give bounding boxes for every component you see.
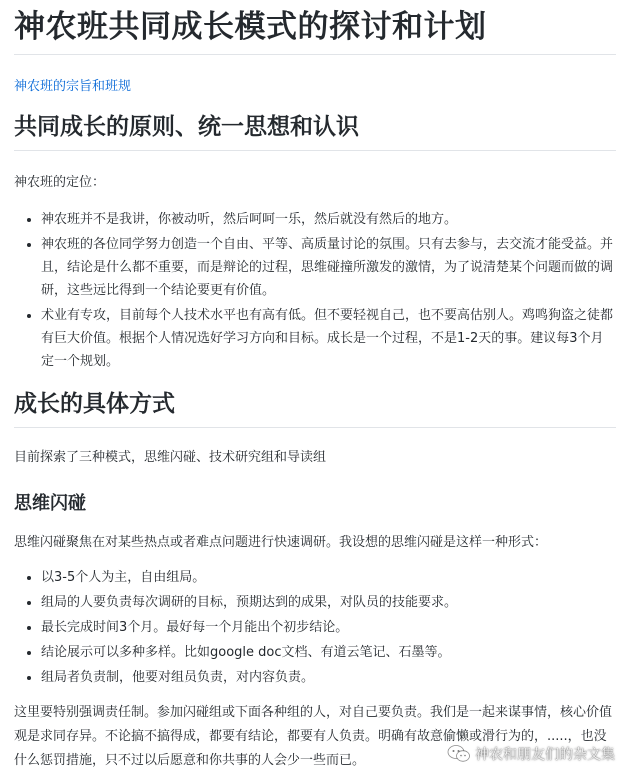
brainstorm-intro: 思维闪碰聚焦在对某些热点或者难点问题进行快速调研。我设想的思维闪碰是这样一种形式： bbox=[14, 535, 548, 550]
list-item: • 神农班并不是我讲，你被动听，然后呵呵一乐，然后就没有然后的地方。 bbox=[41, 208, 616, 231]
watermark-text: 神农和朋友们的杂文集 bbox=[475, 747, 615, 763]
list-item: • 组局者负责制，他要对组员负责，对内容负责。 bbox=[41, 666, 616, 689]
list-item: • 最长完成时间3个月。最好每一个月能出个初步结论。 bbox=[41, 616, 616, 639]
positioning-list bbox=[14, 208, 616, 373]
section-heading-methods: 成长的具体方式 bbox=[14, 388, 616, 428]
list-item: • 结论展示可以多种多样。比如google doc文档、有道云笔记、石墨等。 bbox=[41, 641, 616, 664]
section-heading-principles: 共同成长的原则、统一思想和认识 bbox=[14, 111, 616, 151]
principles-link[interactable]: 神农班的宗旨和班规 bbox=[14, 79, 132, 94]
list-item: • 组局的人要负责每次调研的目标，预期达到的成果，对队员的技能要求。 bbox=[41, 591, 616, 614]
wechat-icon bbox=[447, 744, 471, 764]
brainstorm-list bbox=[14, 566, 616, 689]
responsibility-paragraph: 这里要特别强调责任制。参加闪碰组或下面各种组的人，对自己要负责。我们是一起来谋事情，核心价值观是求同存异。不论搞不搞得成，都要有结论，都要有人负责。明确有故意偷懒或滑行为的，.....，也没什么惩罚措施，只不过以后愿意和你共事的人会少一些而已。 bbox=[14, 705, 613, 768]
list-item: • 以3-5个人为主，自由组局。 bbox=[41, 566, 616, 589]
list-item: • 术业有专攻，目前每个人技术水平也有高有低。但不要轻视自己，也不要高估别人。鸡鸣狗盗之徒都有巨大价值。根据个人情况选好学习方向和目标。成长是一个过程，不是1-2天的事。建议每3个月定一个规划。 bbox=[41, 304, 616, 373]
methods-intro: 目前探索了三种模式，思维闪碰、技术研究组和导读组 bbox=[14, 450, 327, 465]
document bbox=[14, 0, 616, 773]
list-item: • 神农班的各位同学努力创造一个自由、平等、高质量讨论的氛围。只有去参与，去交流才能受益。并且，结论是什么都不重要，而是辩论的过程，思维碰撞所激发的激情，为了说清楚某个问题而做的调研，这些远比得到一个结论要更有价值。 bbox=[41, 233, 616, 302]
page-title: 神农班共同成长模式的探讨和计划 bbox=[14, 0, 616, 55]
subsection-heading-brainstorm: 思维闪碰 bbox=[14, 493, 86, 514]
watermark bbox=[447, 744, 615, 764]
positioning-intro: 神农班的定位： bbox=[14, 175, 106, 190]
